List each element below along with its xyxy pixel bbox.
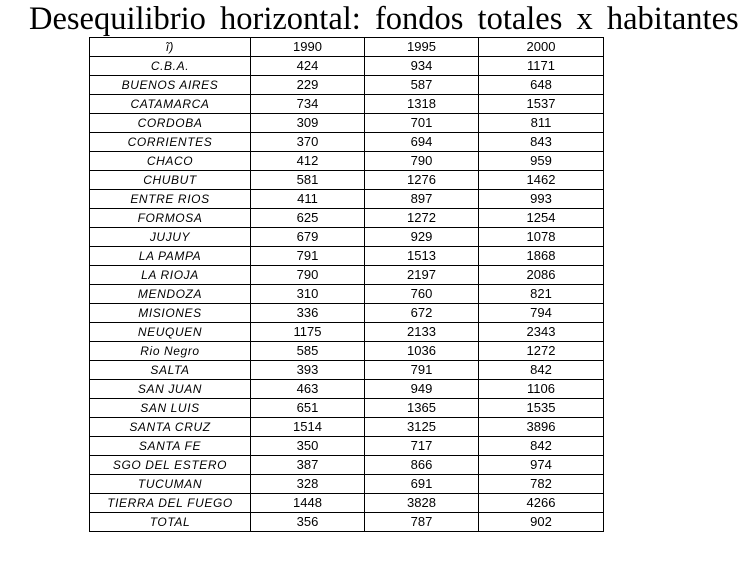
value-1990-cell: 310 — [251, 285, 365, 304]
value-1995-cell: 1276 — [365, 171, 479, 190]
header-year-2000: 2000 — [479, 38, 604, 57]
value-1995-cell: 694 — [365, 133, 479, 152]
value-1990-cell: 463 — [251, 380, 365, 399]
value-2000-cell: 959 — [479, 152, 604, 171]
region-cell: TOTAL — [90, 513, 251, 532]
region-cell: SAN JUAN — [90, 380, 251, 399]
value-1995-cell: 1036 — [365, 342, 479, 361]
value-1990-cell: 387 — [251, 456, 365, 475]
region-cell: TIERRA DEL FUEGO — [90, 494, 251, 513]
table-header — [90, 38, 604, 57]
table-row — [90, 380, 604, 399]
value-2000-cell: 4266 — [479, 494, 604, 513]
value-1995-cell: 760 — [365, 285, 479, 304]
value-1995-cell: 1513 — [365, 247, 479, 266]
table-row — [90, 95, 604, 114]
value-1995-cell: 934 — [365, 57, 479, 76]
header-year-1995: 1995 — [365, 38, 479, 57]
value-1990-cell: 328 — [251, 475, 365, 494]
value-1995-cell: 866 — [365, 456, 479, 475]
value-1990-cell: 411 — [251, 190, 365, 209]
value-1995-cell: 691 — [365, 475, 479, 494]
page-title: Desequilibrio horizontal: fondos totales x habitantes — [29, 1, 739, 37]
value-2000-cell: 1106 — [479, 380, 604, 399]
value-2000-cell: 974 — [479, 456, 604, 475]
value-1990-cell: 309 — [251, 114, 365, 133]
value-1990-cell: 651 — [251, 399, 365, 418]
region-cell: CORDOBA — [90, 114, 251, 133]
table-row — [90, 209, 604, 228]
value-1995-cell: 949 — [365, 380, 479, 399]
table-row — [90, 247, 604, 266]
region-cell: Rio Negro — [90, 342, 251, 361]
value-2000-cell: 3896 — [479, 418, 604, 437]
value-1990-cell: 1514 — [251, 418, 365, 437]
value-1995-cell: 791 — [365, 361, 479, 380]
table-row — [90, 304, 604, 323]
value-1990-cell: 370 — [251, 133, 365, 152]
table-row — [90, 228, 604, 247]
table-row — [90, 456, 604, 475]
value-2000-cell: 821 — [479, 285, 604, 304]
region-cell: SGO DEL ESTERO — [90, 456, 251, 475]
region-cell: CHACO — [90, 152, 251, 171]
table-row — [90, 57, 604, 76]
region-cell: CHUBUT — [90, 171, 251, 190]
header-row — [90, 38, 604, 57]
region-cell: LA RIOJA — [90, 266, 251, 285]
value-1990-cell: 791 — [251, 247, 365, 266]
value-1995-cell: 701 — [365, 114, 479, 133]
value-2000-cell: 993 — [479, 190, 604, 209]
value-1990-cell: 356 — [251, 513, 365, 532]
value-1995-cell: 1272 — [365, 209, 479, 228]
value-1995-cell: 1318 — [365, 95, 479, 114]
value-1990-cell: 581 — [251, 171, 365, 190]
region-cell: NEUQUEN — [90, 323, 251, 342]
region-cell: SANTA FE — [90, 437, 251, 456]
region-cell: SALTA — [90, 361, 251, 380]
table-row — [90, 171, 604, 190]
value-1990-cell: 734 — [251, 95, 365, 114]
value-2000-cell: 843 — [479, 133, 604, 152]
value-1990-cell: 424 — [251, 57, 365, 76]
value-2000-cell: 902 — [479, 513, 604, 532]
header-corner-cell: ĩ) — [90, 38, 251, 57]
table-row — [90, 513, 604, 532]
region-cell: C.B.A. — [90, 57, 251, 76]
table-row — [90, 323, 604, 342]
value-2000-cell: 1078 — [479, 228, 604, 247]
region-cell: CORRIENTES — [90, 133, 251, 152]
region-cell: SANTA CRUZ — [90, 418, 251, 437]
table-row — [90, 418, 604, 437]
region-cell: LA PAMPA — [90, 247, 251, 266]
region-cell: MENDOZA — [90, 285, 251, 304]
table-row — [90, 190, 604, 209]
table-row — [90, 494, 604, 513]
value-1990-cell: 1175 — [251, 323, 365, 342]
region-cell: CATAMARCA — [90, 95, 251, 114]
value-1990-cell: 790 — [251, 266, 365, 285]
value-2000-cell: 2343 — [479, 323, 604, 342]
value-2000-cell: 794 — [479, 304, 604, 323]
table-row — [90, 437, 604, 456]
table-row — [90, 361, 604, 380]
table-body — [90, 57, 604, 532]
value-1995-cell: 3125 — [365, 418, 479, 437]
value-1995-cell: 929 — [365, 228, 479, 247]
table-row — [90, 114, 604, 133]
region-cell: ENTRE RIOS — [90, 190, 251, 209]
value-1990-cell: 585 — [251, 342, 365, 361]
value-1990-cell: 679 — [251, 228, 365, 247]
value-2000-cell: 1272 — [479, 342, 604, 361]
value-1995-cell: 787 — [365, 513, 479, 532]
value-1995-cell: 897 — [365, 190, 479, 209]
data-table — [89, 37, 604, 532]
table-row — [90, 342, 604, 361]
value-2000-cell: 1254 — [479, 209, 604, 228]
value-1990-cell: 350 — [251, 437, 365, 456]
value-2000-cell: 648 — [479, 76, 604, 95]
value-1995-cell: 790 — [365, 152, 479, 171]
value-2000-cell: 842 — [479, 437, 604, 456]
header-year-1990: 1990 — [251, 38, 365, 57]
value-2000-cell: 1868 — [479, 247, 604, 266]
value-1995-cell: 672 — [365, 304, 479, 323]
region-cell: SAN LUIS — [90, 399, 251, 418]
value-1995-cell: 2133 — [365, 323, 479, 342]
value-2000-cell: 1537 — [479, 95, 604, 114]
value-2000-cell: 1171 — [479, 57, 604, 76]
region-cell: MISIONES — [90, 304, 251, 323]
value-2000-cell: 842 — [479, 361, 604, 380]
value-1995-cell: 1365 — [365, 399, 479, 418]
value-2000-cell: 1535 — [479, 399, 604, 418]
table-row — [90, 475, 604, 494]
region-cell: BUENOS AIRES — [90, 76, 251, 95]
table-row — [90, 266, 604, 285]
value-2000-cell: 1462 — [479, 171, 604, 190]
value-1995-cell: 3828 — [365, 494, 479, 513]
value-2000-cell: 2086 — [479, 266, 604, 285]
value-1995-cell: 587 — [365, 76, 479, 95]
region-cell: JUJUY — [90, 228, 251, 247]
table-row — [90, 285, 604, 304]
value-1995-cell: 717 — [365, 437, 479, 456]
value-1990-cell: 336 — [251, 304, 365, 323]
value-2000-cell: 811 — [479, 114, 604, 133]
table-row — [90, 152, 604, 171]
region-cell: FORMOSA — [90, 209, 251, 228]
value-2000-cell: 782 — [479, 475, 604, 494]
value-1990-cell: 393 — [251, 361, 365, 380]
value-1990-cell: 1448 — [251, 494, 365, 513]
table-row — [90, 76, 604, 95]
value-1995-cell: 2197 — [365, 266, 479, 285]
region-cell: TUCUMAN — [90, 475, 251, 494]
value-1990-cell: 625 — [251, 209, 365, 228]
table-row — [90, 133, 604, 152]
value-1990-cell: 412 — [251, 152, 365, 171]
table-row — [90, 399, 604, 418]
value-1990-cell: 229 — [251, 76, 365, 95]
